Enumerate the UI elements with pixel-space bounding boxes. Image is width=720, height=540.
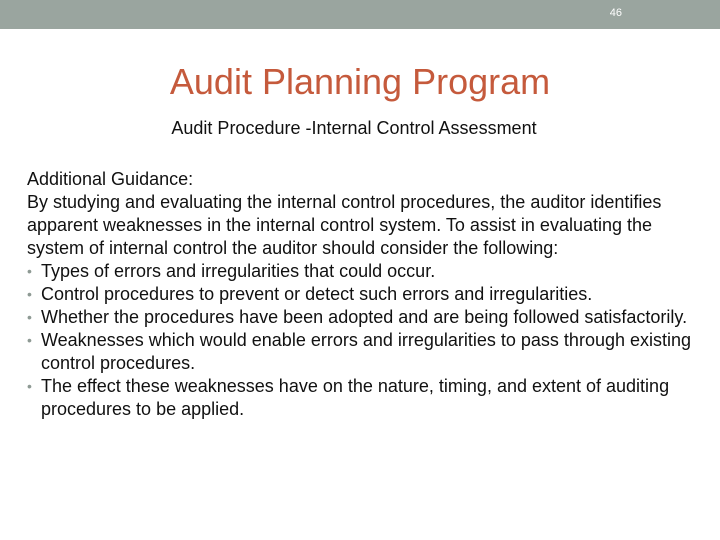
list-item-text: Weaknesses which would enable errors and irregularities to pass through existing control procedures. <box>41 330 692 373</box>
slide-title: Audit Planning Program <box>169 61 551 102</box>
list-item <box>27 306 697 329</box>
guidance-heading: Additional Guidance: <box>27 169 194 189</box>
slide-body <box>27 168 697 421</box>
bullet-icon: • <box>27 332 32 348</box>
bullet-icon: • <box>27 378 32 394</box>
list-item-text: Control procedures to prevent or detect such errors and irregularities. <box>41 284 593 304</box>
list-item-text: Whether the procedures have been adopted and are being followed satisfactorily. <box>41 307 688 327</box>
list-item <box>27 260 697 283</box>
list-item-text: The effect these weaknesses have on the nature, timing, and extent of auditing procedures to be applied. <box>41 376 670 419</box>
list-item <box>27 283 697 306</box>
list-item <box>27 329 697 375</box>
bullet-list <box>27 260 697 421</box>
bullet-icon: • <box>27 286 32 302</box>
bullet-icon: • <box>27 263 32 279</box>
list-item-text: Types of errors and irregularities that could occur. <box>41 261 436 281</box>
intro-paragraph: By studying and evaluating the internal control procedures, the auditor identifies apparent weaknesses in the internal control system. To assist in evaluating the system of internal control the auditor should consider the following: <box>27 192 662 258</box>
page-number: 46 <box>609 7 622 19</box>
slide-subtitle: Audit Procedure -Internal Control Assessment <box>171 118 537 138</box>
bullet-icon: • <box>27 309 32 325</box>
list-item <box>27 375 697 421</box>
top-bar <box>0 0 720 29</box>
